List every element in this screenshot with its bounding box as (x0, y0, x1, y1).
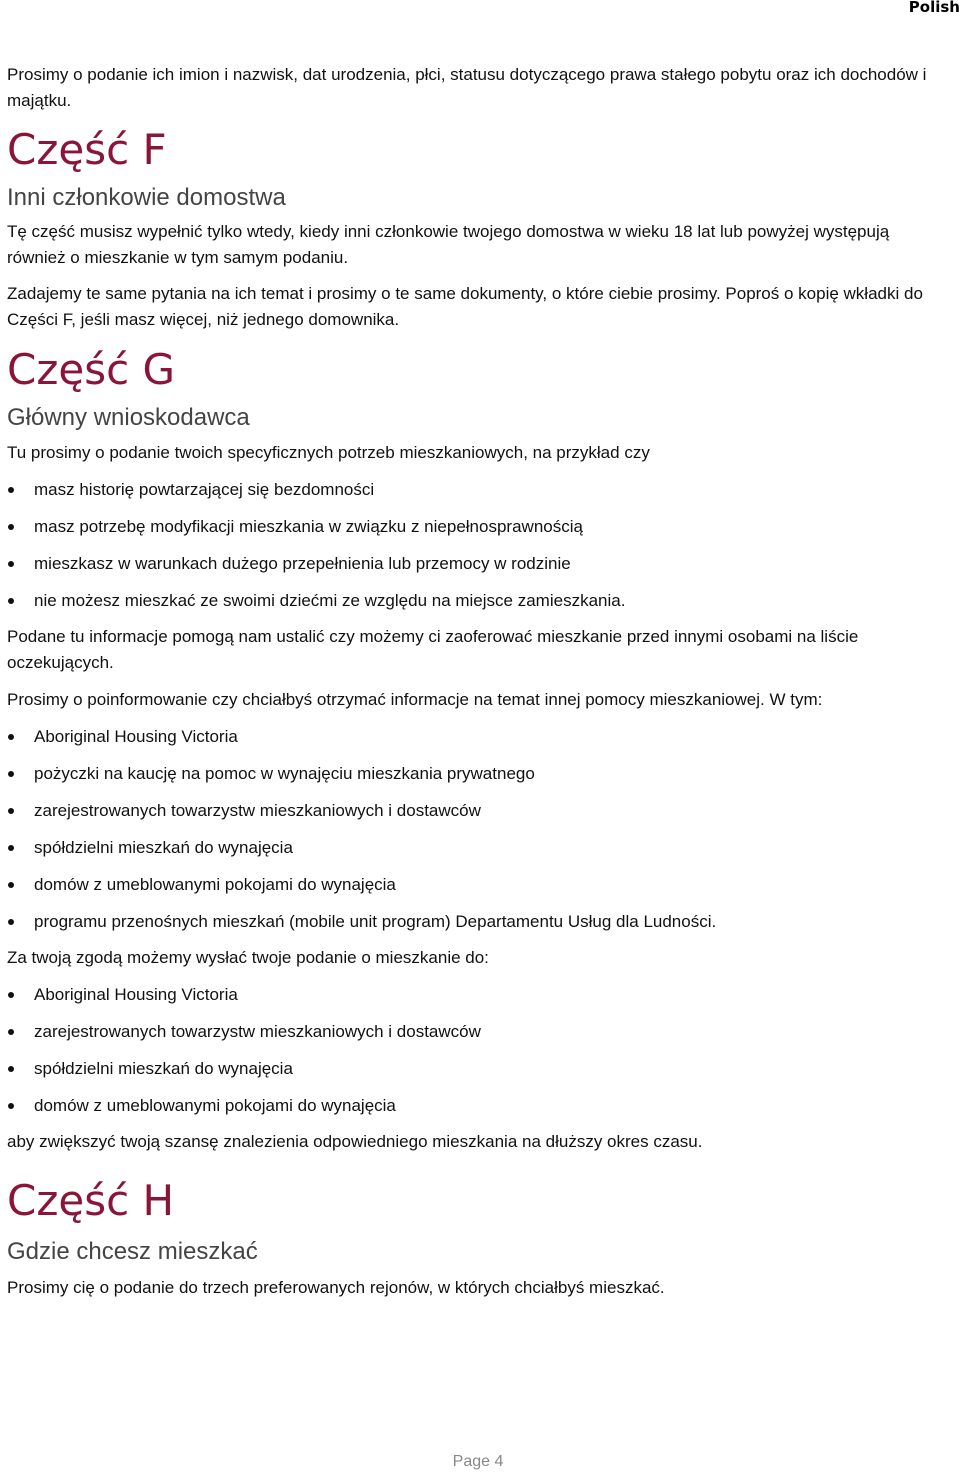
part-f-title: Część F (7, 125, 167, 174)
list-item: zarejestrowanych towarzystw mieszkaniowych i dostawców (7, 798, 947, 824)
list-item: Aboriginal Housing Victoria (7, 724, 947, 750)
list-item: spółdzielni mieszkań do wynajęcia (7, 1056, 947, 1082)
page-number: Page 4 (452, 1453, 504, 1470)
part-f-subtitle: Inni członkowie domostwa (7, 184, 286, 211)
part-h-subtitle: Gdzie chcesz mieszkać (7, 1237, 258, 1265)
list-item: domów z umeblowanymi pokojami do wynajęcia (7, 872, 947, 898)
intro-paragraph: Prosimy o podanie ich imion i nazwisk, dat urodzenia, płci, statusu dotyczącego prawa stałego pobytu oraz ich dochodów i majątku. (7, 65, 927, 110)
part-g-paragraph-4: Za twoją zgodą możemy wysłać twoje podanie o mieszkanie do: (7, 948, 489, 967)
list-item: programu przenośnych mieszkań (mobile unit program) Departamentu Usług dla Ludności. (7, 909, 947, 935)
list-item: pożyczki na kaucję na pomoc w wynajęciu mieszkania prywatnego (7, 761, 947, 787)
part-g-subtitle: Główny wnioskodawca (7, 404, 250, 431)
list-item: domów z umeblowanymi pokojami do wynajęcia (7, 1093, 947, 1119)
part-f-paragraph-1: Tę część musisz wypełnić tylko wtedy, kiedy inni członkowie twojego domostwa w wieku 18 lat lub powyżej występują również o mieszkanie w tym samym podaniu. (7, 222, 890, 267)
part-g-title: Część G (7, 345, 176, 394)
list-item: spółdzielni mieszkań do wynajęcia (7, 835, 947, 861)
housing-help-list (7, 724, 947, 935)
part-h-paragraph-1: Prosimy cię o podanie do trzech preferowanych rejonów, w których chciałbyś mieszkać. (7, 1277, 665, 1297)
list-item: masz historię powtarzającej się bezdomności (7, 477, 947, 503)
part-g-paragraph-2: Podane tu informacje pomogą nam ustalić czy możemy ci zaoferować mieszkanie przed innymi osobami na liście oczekujących. (7, 627, 859, 672)
list-item: masz potrzebę modyfikacji mieszkania w związku z niepełnosprawnością (7, 514, 947, 540)
list-item: zarejestrowanych towarzystw mieszkaniowych i dostawców (7, 1019, 947, 1045)
list-item: nie możesz mieszkać ze swoimi dziećmi ze względu na miejsce zamieszkania. (7, 588, 947, 614)
list-item: Aboriginal Housing Victoria (7, 982, 947, 1008)
part-g-paragraph-5: aby zwiększyć twoją szansę znalezienia odpowiedniego mieszkania na dłuższy okres czasu. (7, 1132, 703, 1151)
send-to-list (7, 982, 947, 1119)
language-label: Polish (908, 0, 960, 16)
document-body (7, 62, 947, 1300)
list-item: mieszkasz w warunkach dużego przepełnienia lub przemocy w rodzinie (7, 551, 947, 577)
part-g-paragraph-1: Tu prosimy o podanie twoich specyficznych potrzeb mieszkaniowych, na przykład czy (7, 443, 650, 462)
part-f-paragraph-2: Zadajemy te same pytania na ich temat i prosimy o te same dokumenty, o które ciebie prosimy. Poproś o kopię wkładki do Części F, jeśli masz więcej, niż jednego domownika. (7, 284, 923, 329)
part-h-title: Część H (7, 1175, 175, 1225)
needs-list (7, 477, 947, 614)
part-g-paragraph-3: Prosimy o poinformowanie czy chciałbyś otrzymać informacje na temat innej pomocy mieszkaniowej. W tym: (7, 690, 823, 709)
